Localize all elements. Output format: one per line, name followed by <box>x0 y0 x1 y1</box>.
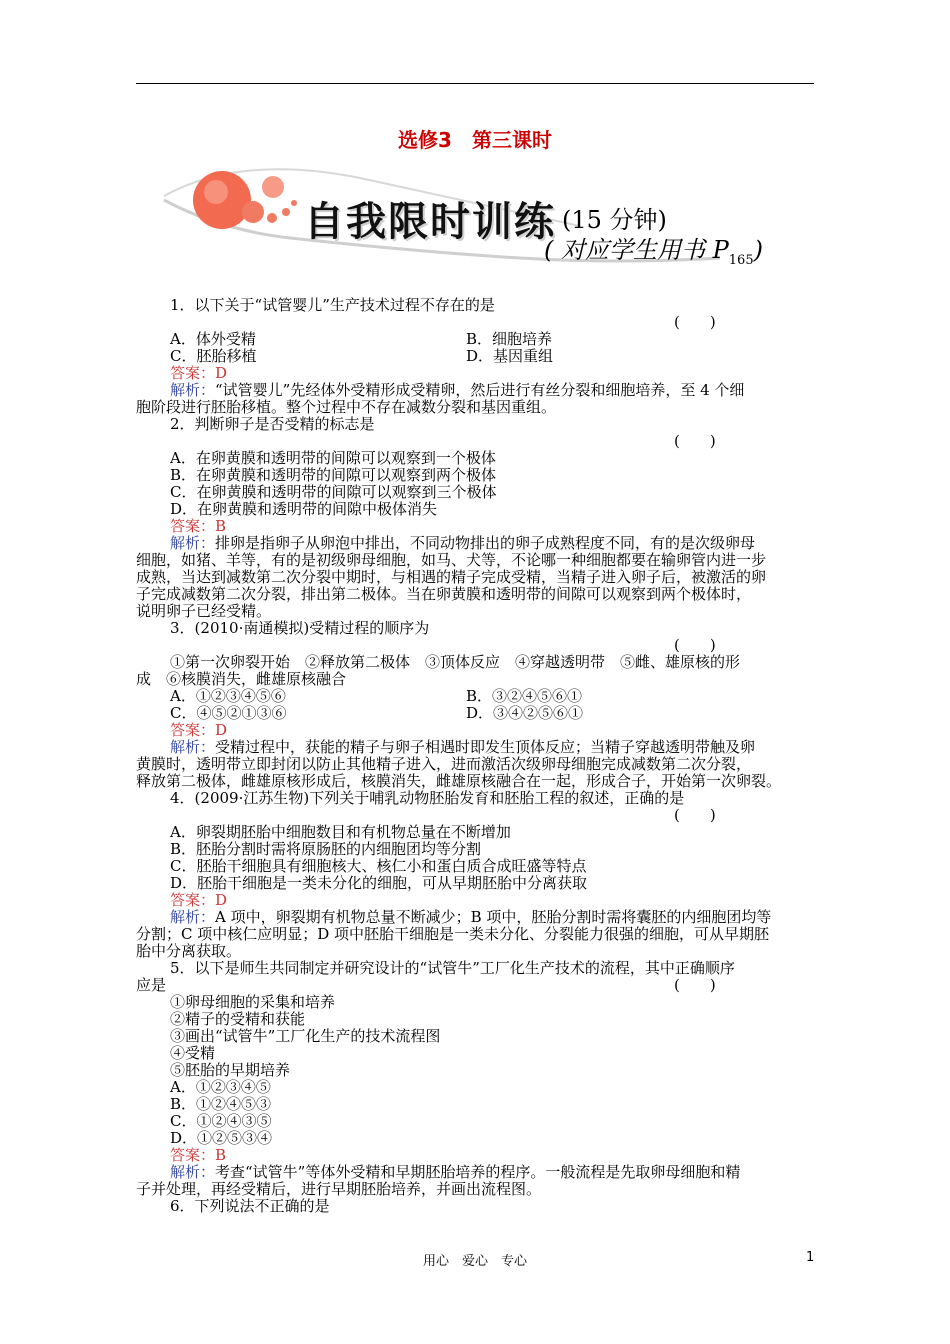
answer-text: 答案：D <box>170 891 228 909</box>
explanation-line: 解析：排卵是指卵子从卵泡中排出，不同动物排出的卵子成熟程度不同，有的是次级卵母 <box>170 534 756 552</box>
question-4: 4．(2009·江苏生物)下列关于哺乳动物胚胎发育和胚胎工程的叙述，正确的是 <box>170 789 685 807</box>
question-2: 2．判断卵子是否受精的标志是 <box>170 415 375 433</box>
practice-banner <box>160 160 810 270</box>
question-1: 1．以下关于“试管婴儿”生产技术过程不存在的是 <box>170 296 495 314</box>
banner-time: (15 分钟) <box>562 206 667 234</box>
option-d: D．③④②⑤⑥① <box>466 704 584 722</box>
explanation-line: 解析：考查“试管牛”等体外受精和早期胚胎培养的程序。一般流程是先取卵母细胞和精 <box>170 1163 741 1181</box>
explanation-line: 解析：受精过程中，获能的精子与卵子相遇时即发生顶体反应；当精子穿越透明带触及卵 <box>170 738 756 756</box>
explanation-line: 子完成减数第二次分裂，排出第二极体。当在卵黄膜和透明带的间隙可以观察到两个极体时， <box>136 585 752 603</box>
option-a: A．①②③④⑤⑥ <box>170 687 286 705</box>
answer-blank: ( ) <box>674 976 716 994</box>
step-item: ⑤胚胎的早期培养 <box>170 1061 291 1079</box>
question-list <box>136 297 816 1215</box>
option-c: C．①②④③⑤ <box>170 1112 272 1130</box>
explanation-line: 分割；C 项中核仁应明显；D 项中胚胎干细胞是一类未分化、分裂能力很强的细胞，可从早期胚 <box>136 925 770 943</box>
answer-text: 答案：D <box>170 721 228 739</box>
answer-blank: ( ) <box>674 636 716 654</box>
option-b: B．在卵黄膜和透明带的间隙可以观察到两个极体 <box>170 466 497 484</box>
explanation-line: 黄膜时，透明带立即封闭以防止其他精子进入，进而激活次级卵母细胞完成减数第二次分裂， <box>136 755 752 773</box>
explanation-line: 释放第二极体，雌雄原核形成后，核膜消失，雌雄原核融合在一起，形成合子，开始第一次卵裂。 <box>136 772 782 790</box>
option-b: B．①②④⑤③ <box>170 1095 272 1113</box>
footer-motto: 用心 爱心 专心 <box>422 1254 527 1269</box>
answer-text: 答案：B <box>170 1146 227 1164</box>
explanation-line: 成熟，当达到减数第二次分裂中期时，与相遇的精子完成受精，当精子进入卵子后，被激活的卵 <box>136 568 767 586</box>
step-item: ②精子的受精和获能 <box>170 1010 306 1028</box>
option-b: B．③②④⑤⑥① <box>466 687 583 705</box>
answer-blank: ( ) <box>674 806 716 824</box>
step-item: ④受精 <box>170 1044 216 1062</box>
header-rule <box>136 83 814 84</box>
option-a: A．在卵黄膜和透明带的间隙可以观察到一个极体 <box>170 449 496 467</box>
explanation-line: 解析：“试管婴儿”先经体外受精形成受精卵，然后进行有丝分裂和细胞培养，至 4 个细 <box>170 381 745 399</box>
section-title <box>0 124 950 153</box>
option-b: B．胚胎分割时需将原肠胚的内细胞团均等分割 <box>170 840 482 858</box>
question-3-steps-cont: 成 ⑥核膜消失，雌雄原核融合 <box>136 670 347 688</box>
page-number: 1 <box>806 1250 815 1265</box>
answer-blank: ( ) <box>674 313 716 331</box>
banner-reference: ( 对应学生用书 $P_{165}$) <box>544 236 763 268</box>
option-c: C．在卵黄膜和透明带的间隙可以观察到三个极体 <box>170 483 497 501</box>
question-5-cont: 应是 <box>136 976 167 994</box>
option-c: C．胚胎干细胞具有细胞核大、核仁小和蛋白质合成旺盛等特点 <box>170 857 587 875</box>
option-a: A．体外受精 <box>170 330 256 348</box>
lesson-name: 第三课时 <box>471 128 552 152</box>
step-item: ①卵母细胞的采集和培养 <box>170 993 336 1011</box>
question-3-steps: ①第一次卵裂开始 ②释放第二极体 ③顶体反应 ④穿越透明带 ⑤雌、雄原核的形 <box>170 653 741 671</box>
question-6: 6．下列说法不正确的是 <box>170 1197 330 1215</box>
explanation-line: 胞阶段进行胚胎移植。整个过程中不存在减数分裂和基因重组。 <box>136 398 557 416</box>
option-d: D．①②⑤③④ <box>170 1129 273 1147</box>
option-d: D．胚胎干细胞是一类未分化的细胞，可从早期胚胎中分离获取 <box>170 874 588 892</box>
option-c: C．胚胎移植 <box>170 347 257 365</box>
option-a: A．卵裂期胚胎中细胞数目和有机物总量在不断增加 <box>170 823 511 841</box>
question-3: 3．(2010·南通模拟)受精过程的顺序为 <box>170 619 430 637</box>
answer-text: 答案：D <box>170 364 228 382</box>
section-name: 选修3 <box>398 128 452 152</box>
answer-blank: ( ) <box>674 432 716 450</box>
answer-text: 答案：B <box>170 517 227 535</box>
option-d: D．基因重组 <box>466 347 554 365</box>
step-item: ③画出“试管牛”工厂化生产的技术流程图 <box>170 1027 441 1045</box>
question-5: 5．以下是师生共同制定并研究设计的“试管牛”工厂化生产技术的流程，其中正确顺序 <box>170 959 735 977</box>
explanation-line: 子并处理，再经受精后，进行早期胚胎培养，并画出流程图。 <box>136 1180 542 1198</box>
option-c: C．④⑤②①③⑥ <box>170 704 287 722</box>
explanation-line: 说明卵子已经受精。 <box>136 602 272 620</box>
explanation-line: 胎中分离获取。 <box>136 942 242 960</box>
option-a: A．①②③④⑤ <box>170 1078 271 1096</box>
option-b: B．细胞培养 <box>466 330 553 348</box>
banner-ref-page: 165 <box>728 252 754 268</box>
explanation-line: 解析：A 项中，卵裂期有机物总量不断减少；B 项中，胚胎分割时需将囊胚的内细胞团均等 <box>170 908 772 926</box>
banner-title: 自我限时训练 <box>304 199 556 245</box>
explanation-line: 细胞，如猪、羊等，有的是初级卵母细胞，如马、犬等，不论哪一种细胞都要在输卵管内进一步 <box>136 551 767 569</box>
option-d: D．在卵黄膜和透明带的间隙中极体消失 <box>170 500 438 518</box>
